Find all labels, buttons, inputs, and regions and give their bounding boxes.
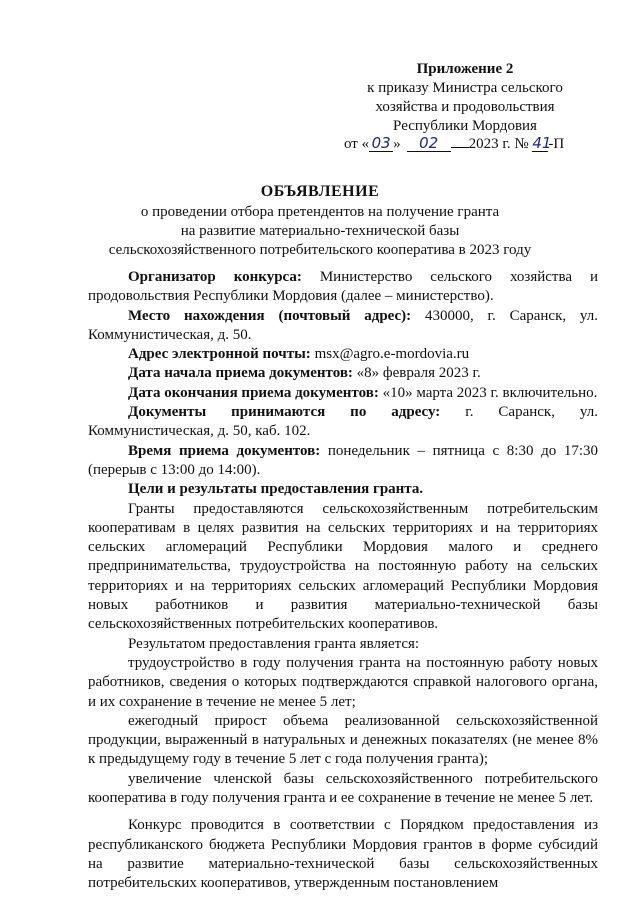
time-paragraph (88, 442, 598, 481)
organizer-paragraph (88, 268, 598, 307)
goals-paragraph: Гранты предоставляются сельскохозяйственным потребительским кооперативам в целях развития на сельских территориях и на территориях сельских агломераций Республики Мордовия малого и среднего предпринимательства, трудоустройства на постоянную работу на сельских территориях и на территориях сельских агломераций Республики Мордовия новых работников и развития материально-технической базы сельскохозяйственных потребительских кооперативов. (88, 500, 598, 633)
result-intro: Результатом предоставления гранта является: (128, 635, 420, 652)
email-value: msx@agro.e-mordovia.ru (314, 346, 470, 363)
handwritten-number: 41 (532, 134, 552, 152)
appendix-title: Приложение 2 (416, 61, 514, 77)
announcement-subtitle: сельскохозяйственного потребительского кооператива в 2023 году (108, 242, 532, 258)
time-value: понедельник – пятница с 8:30 до 17:30 (перерыв с 13:00 до 14:00). (88, 442, 599, 478)
address-label: Документы принимаются по адресу: (128, 404, 441, 421)
start-date-label: Дата начала приема документов: (128, 365, 353, 382)
organizer-value: Министерство сельского хозяйства и продовольствия Республики Мордовия (далее – министерство). (88, 269, 598, 305)
order-mid: » (393, 136, 401, 152)
email-label: Адрес электронной почты: (128, 346, 311, 363)
result-item: трудоустройство в году получения гранта на постоянную работу новых работников, сведения о которых подтверждаются справкой налогового органа, и их сохранение в течение не менее 5 лет; (88, 654, 598, 710)
order-prefix: от « (344, 136, 370, 152)
order-reference (344, 135, 624, 154)
organizer-label: Организатор конкурса: (128, 269, 302, 285)
order-year: 2023 г. № (468, 136, 529, 152)
appendix-line: Республики Мордовия (393, 118, 537, 134)
time-label: Время приема документов: (128, 442, 321, 459)
email-paragraph (88, 345, 598, 364)
appendix-line: хозяйства и продовольствия (375, 99, 555, 115)
paragraph-gap (88, 808, 598, 816)
location-label: Место нахождения (почтовый адрес): (128, 307, 412, 324)
procedure-paragraph: Конкурс проводится в соответствии с Порядком предоставления из республиканского бюджета Республики Мордовия грантов в форме субсидий на развитие материально-технической базы сельскохозяйственных потребительских кооперативов, утвержденным постановлением (88, 817, 598, 892)
start-date-paragraph (88, 364, 598, 383)
end-date-label: Дата окончания приема документов: (128, 384, 379, 401)
announcement-body (88, 268, 598, 894)
location-value: 430000, г. Саранск, ул. Коммунистическая, д. 50. (88, 307, 598, 343)
result-item: ежегодный прирост объема реализованной сельскохозяйственной продукции, выраженный в натуральных и денежных показателях (не менее 8% к предыдущему году в течение 5 лет с года получения гранта); (88, 712, 598, 768)
appendix-line: к приказу Министра сельского (367, 80, 563, 96)
underline-blank (451, 135, 469, 148)
end-date-paragraph (88, 384, 598, 403)
order-suffix: -П (548, 136, 565, 152)
location-paragraph (88, 307, 598, 346)
handwritten-day: 03 (369, 136, 393, 152)
address-paragraph (88, 403, 598, 442)
handwritten-month: 02 (407, 136, 451, 152)
address-value: г. Саранск, ул. Коммунистическая, д. 50, каб. 102. (88, 404, 598, 440)
goals-heading: Цели и результаты предоставления гранта. (128, 481, 424, 498)
start-date-value: «8» февраля 2023 г. (356, 365, 481, 382)
end-date-value: «10» марта 2023 г. включительно. (382, 384, 598, 401)
result-item: увеличение членской базы сельскохозяйственного потребительского кооператива в году получения гранта и ее сохранение в течение не менее 5 лет. (88, 770, 598, 807)
appendix-block (330, 60, 600, 136)
announcement-subtitle: о проведении отбора претендентов на получение гранта (140, 204, 500, 220)
announcement-title: ОБЪЯВЛЕНИЕ (260, 183, 380, 200)
announcement-subtitle: на развитие материально-технической базы (180, 223, 460, 239)
